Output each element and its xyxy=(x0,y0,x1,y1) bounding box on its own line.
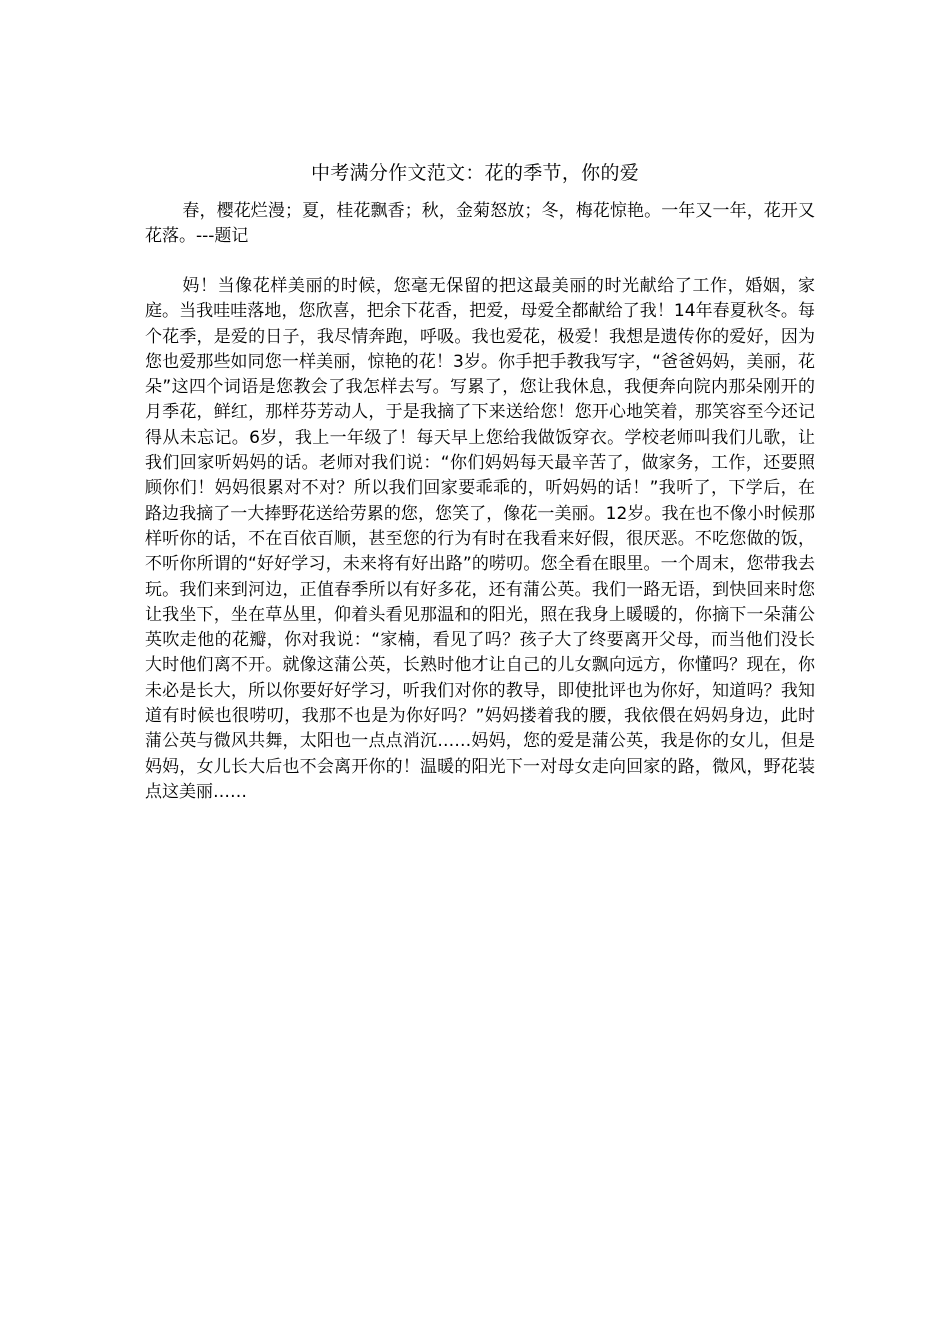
epigraph-paragraph: 春，樱花烂漫；夏，桂花飘香；秋，金菊怒放；冬，梅花惊艳。一年又一年，花开又花落。---题记 xyxy=(145,201,815,247)
essay-body-paragraph: 妈！当像花样美丽的时候，您毫无保留的把这最美丽的时光献给了工作，婚姻，家庭。当我哇哇落地，您欣喜，把余下花香，把爱，母爱全都献给了我！14年春夏秋冬。每个花季，是爱的日子，我尽情奔跑，呼吸。我也爱花，极爱！我想是遗传你的爱好，因为您也爱那些如同您一样美丽，惊艳的花！3岁。你手把手教我写字，“爸爸妈妈，美丽，花朵”这四个词语是您教会了我怎样去写。写累了，您让我休息，我便奔向院内那朵刚开的月季花，鲜红，那样芬芳动人，于是我摘了下来送给您！您开心地笑着，那笑容至今还记得从未忘记。6岁，我上一年级了！每天早上您给我做饭穿衣。学校老师叫我们儿歌，让我们回家听妈妈的话。老师对我们说：“你们妈妈每天最辛苦了，做家务，工作，还要照顾你们！妈妈很累对不对？所以我们回家要乖乖的，听妈妈的话！”我听了，下学后，在路边我摘了一大捧野花送给劳累的您，您笑了，像花一美丽。12岁。我在也不像小时候那样听你的话，不在百依百顺，甚至您的行为有时在我看来好假，很厌恶。不吃您做的饭，不听你所谓的“好好学习，未来将有好出路”的唠叨。您全看在眼里。一个周末，您带我去玩。我们来到河边，正值春季所以有好多花，还有蒲公英。我们一路无语，到快回来时您让我坐下，坐在草丛里，仰着头看见那温和的阳光，照在我身上暖暖的，你摘下一朵蒲公英吹走他的花瓣，你对我说：“家楠，看见了吗？孩子大了终要离开父母，而当他们没长大时他们离不开。就像这蒲公英，长熟时他才让自己的儿女飘向远方，你懂吗？现在，你未必是长大，所以你要好好学习，听我们对你的教导，即使批评也为你好，知道吗？我知道有时候也很唠叨，我那不也是为你好吗？”妈妈搂着我的腰，我依偎在妈妈身边，此时蒲公英与微风共舞，太阳也一点点消沉……妈妈，您的爱是蒲公英，我是你的女儿，但是妈妈，女儿长大后也不会离开你的！温暖的阳光下一对母女走向回家的路，微风，野花装点这美丽…… xyxy=(145,276,815,802)
essay-title: 中考满分作文范文：花的季节，你的爱 xyxy=(310,162,640,184)
